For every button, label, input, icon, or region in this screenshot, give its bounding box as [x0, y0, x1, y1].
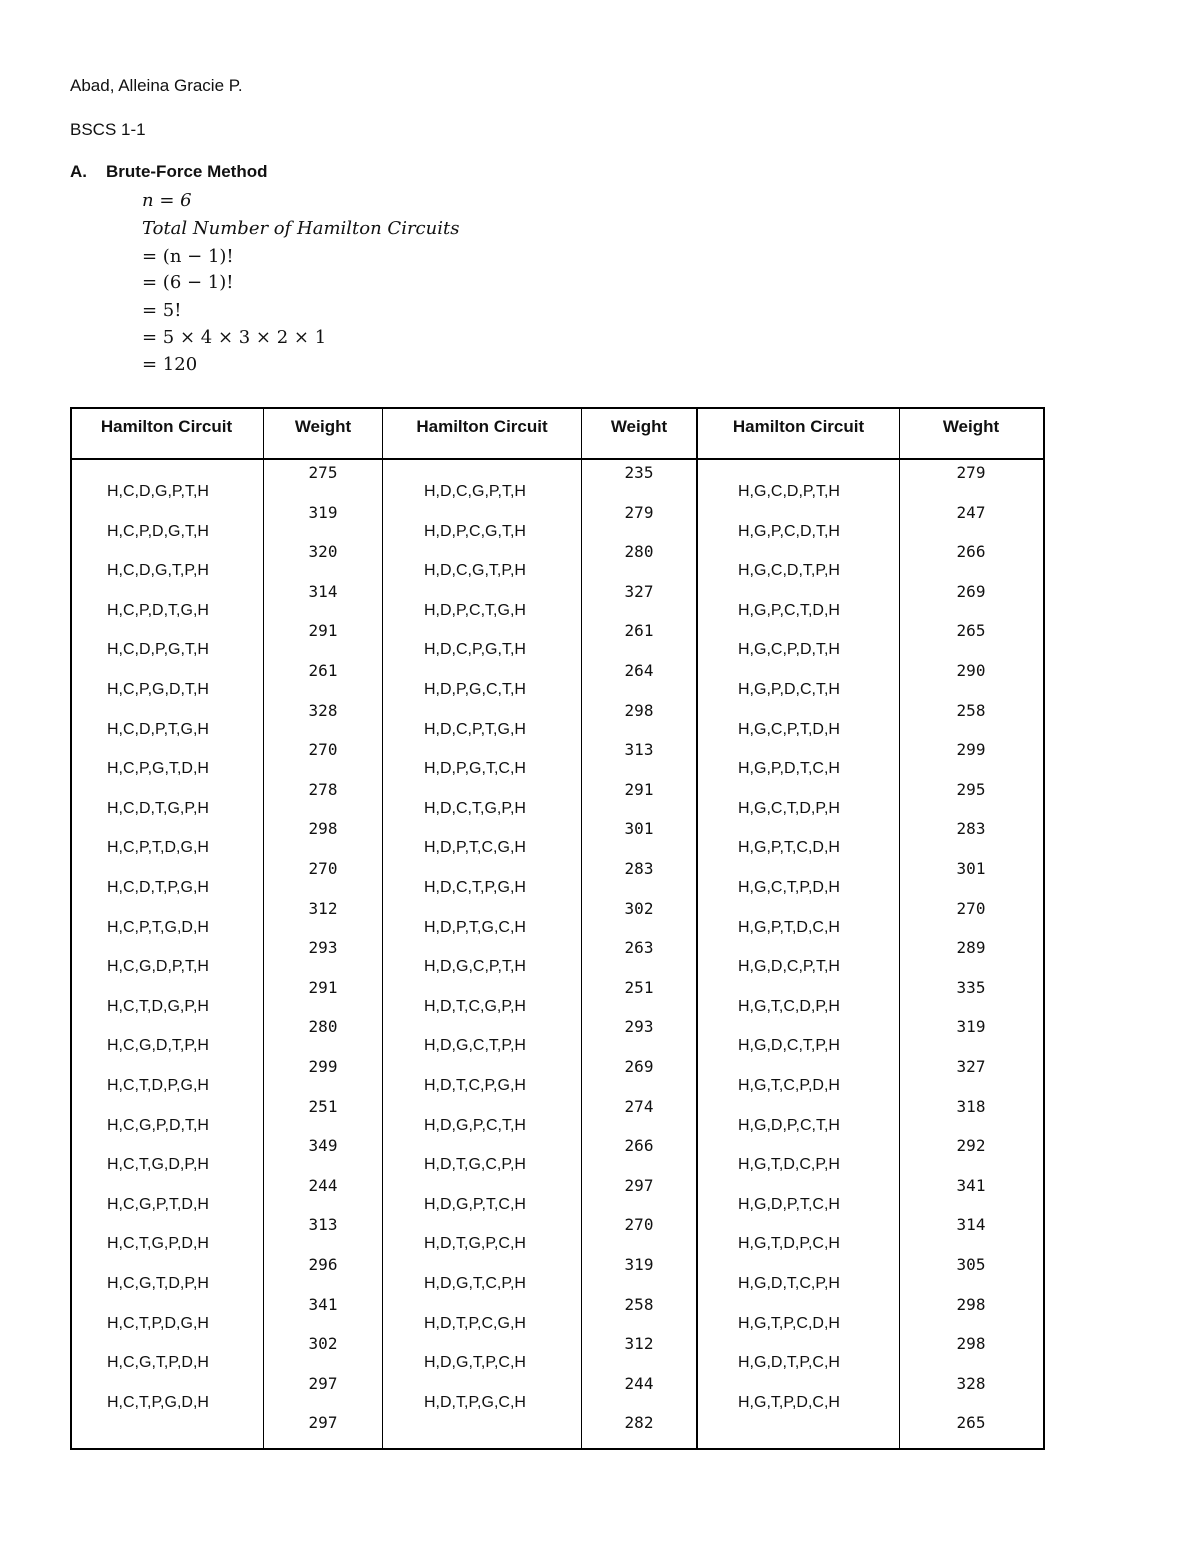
weight-cell: 297 [308, 1374, 338, 1393]
weight-cell: 261 [308, 661, 338, 680]
circuit-cell: H,C,G,T,D,P,H [107, 1275, 209, 1292]
math-line-5: = 5! [142, 300, 182, 321]
math-line-1: n = 6 [142, 190, 192, 211]
circuit-cell: H,G,T,P,D,C,H [738, 1394, 840, 1411]
weight-cell: 318 [956, 1097, 986, 1116]
circuit-cell: H,D,C,T,G,P,H [424, 800, 526, 817]
circuit-cell: H,G,P,T,D,C,H [738, 919, 840, 936]
circuit-cell: H,G,D,C,P,T,H [738, 958, 840, 975]
math-line-3: = (n − 1)! [142, 246, 234, 267]
weight-cell: 261 [624, 621, 654, 640]
column-divider [263, 407, 264, 1448]
circuit-cell: H,C,T,G,D,P,H [107, 1156, 209, 1173]
circuit-cell: H,C,P,D,T,G,H [107, 602, 209, 619]
math-line-4: = (6 − 1)! [142, 272, 234, 293]
weight-cell: 258 [624, 1295, 654, 1314]
circuit-cell: H,G,D,C,T,P,H [738, 1037, 840, 1054]
weight-cell: 280 [308, 1017, 338, 1036]
circuit-cell: H,D,G,C,T,P,H [424, 1037, 526, 1054]
circuit-cell: H,D,P,T,G,C,H [424, 919, 526, 936]
math-line-2: Total Number of Hamilton Circuits [142, 218, 460, 239]
weight-cell: 314 [308, 582, 338, 601]
circuit-cell: H,C,T,G,P,D,H [107, 1235, 209, 1252]
weight-cell: 291 [308, 978, 338, 997]
weight-cell: 289 [956, 938, 986, 957]
math-line-7: = 120 [142, 354, 198, 375]
weight-cell: 302 [308, 1334, 338, 1353]
weight-cell: 313 [624, 740, 654, 759]
weight-cell: 265 [956, 621, 986, 640]
weight-cell: 314 [956, 1215, 986, 1234]
weight-cell: 299 [308, 1057, 338, 1076]
weight-cell: 266 [956, 542, 986, 561]
circuit-cell: H,G,T,C,D,P,H [738, 998, 840, 1015]
circuit-cell: H,G,C,T,D,P,H [738, 800, 840, 817]
header-weight-2: Weight [610, 417, 668, 436]
weight-cell: 312 [624, 1334, 654, 1353]
circuit-cell: H,C,D,P,G,T,H [107, 641, 209, 658]
weight-cell: 305 [956, 1255, 986, 1274]
circuit-cell: H,G,C,P,T,D,H [738, 721, 840, 738]
weight-cell: 270 [956, 899, 986, 918]
column-divider [696, 407, 698, 1448]
weight-cell: 296 [308, 1255, 338, 1274]
circuit-cell: H,D,C,G,T,P,H [424, 562, 526, 579]
circuit-cell: H,C,T,P,D,G,H [107, 1315, 209, 1332]
weight-cell: 279 [956, 463, 986, 482]
weight-cell: 251 [308, 1097, 338, 1116]
circuit-cell: H,C,P,G,D,T,H [107, 681, 209, 698]
student-name: Abad, Alleina Gracie P. [70, 76, 243, 95]
circuit-cell: H,D,T,P,G,C,H [424, 1394, 526, 1411]
circuit-cell: H,C,G,T,P,D,H [107, 1354, 209, 1371]
circuit-cell: H,D,T,G,C,P,H [424, 1156, 526, 1173]
header-hamilton-circuit-3: Hamilton Circuit [732, 417, 865, 436]
circuit-cell: H,G,C,T,P,D,H [738, 879, 840, 896]
section-heading [70, 162, 268, 182]
circuit-cell: H,D,G,T,C,P,H [424, 1275, 526, 1292]
circuit-cell: H,C,D,T,P,G,H [107, 879, 209, 896]
circuit-cell: H,G,C,P,D,T,H [738, 641, 840, 658]
circuit-cell: H,D,P,C,G,T,H [424, 523, 526, 540]
weight-cell: 258 [956, 701, 986, 720]
circuit-cell: H,G,D,T,C,P,H [738, 1275, 840, 1292]
circuit-cell: H,D,G,T,P,C,H [424, 1354, 526, 1371]
circuit-cell: H,D,P,T,C,G,H [424, 839, 526, 856]
column-divider [581, 407, 582, 1448]
circuit-cell: H,D,P,G,C,T,H [424, 681, 526, 698]
weight-cell: 291 [308, 621, 338, 640]
circuit-cell: H,G,P,C,D,T,H [738, 523, 840, 540]
circuit-cell: H,D,G,P,C,T,H [424, 1117, 526, 1134]
weight-cell: 283 [956, 819, 986, 838]
weight-cell: 235 [624, 463, 654, 482]
circuit-cell: H,G,T,C,P,D,H [738, 1077, 840, 1094]
weight-cell: 295 [956, 780, 986, 799]
circuit-cell: H,C,G,D,P,T,H [107, 958, 209, 975]
weight-cell: 244 [308, 1176, 338, 1195]
circuit-cell: H,G,P,C,T,D,H [738, 602, 840, 619]
circuit-cell: H,C,P,G,T,D,H [107, 760, 209, 777]
weight-cell: 280 [624, 542, 654, 561]
header-divider [70, 458, 1043, 460]
circuit-cell: H,C,P,T,G,D,H [107, 919, 209, 936]
weight-cell: 298 [956, 1295, 986, 1314]
circuit-cell: H,C,T,P,G,D,H [107, 1394, 209, 1411]
weight-cell: 292 [956, 1136, 986, 1155]
circuit-cell: H,D,P,G,T,C,H [424, 760, 526, 777]
weight-cell: 269 [624, 1057, 654, 1076]
weight-cell: 349 [308, 1136, 338, 1155]
weight-cell: 293 [308, 938, 338, 957]
circuit-cell: H,D,C,G,P,T,H [424, 483, 526, 500]
weight-cell: 298 [956, 1334, 986, 1353]
circuit-cell: H,C,D,T,G,P,H [107, 800, 209, 817]
circuit-cell: H,G,T,D,P,C,H [738, 1235, 840, 1252]
circuit-cell: H,G,D,P,C,T,H [738, 1117, 840, 1134]
student-section: BSCS 1-1 [70, 120, 146, 139]
heading-number: A. [70, 162, 87, 181]
circuit-cell: H,D,C,P,G,T,H [424, 641, 526, 658]
circuit-cell: H,C,P,T,D,G,H [107, 839, 209, 856]
column-divider [382, 407, 383, 1448]
weight-cell: 283 [624, 859, 654, 878]
header-weight-3: Weight [942, 417, 1000, 436]
weight-cell: 327 [956, 1057, 986, 1076]
circuit-cell: H,C,D,G,P,T,H [107, 483, 209, 500]
circuit-cell: H,C,G,P,D,T,H [107, 1117, 209, 1134]
weight-cell: 264 [624, 661, 654, 680]
weight-cell: 290 [956, 661, 986, 680]
weight-cell: 298 [624, 701, 654, 720]
weight-cell: 328 [956, 1374, 986, 1393]
circuit-cell: H,G,P,D,C,T,H [738, 681, 840, 698]
weight-cell: 293 [624, 1017, 654, 1036]
weight-cell: 269 [956, 582, 986, 601]
circuit-cell: H,C,G,P,T,D,H [107, 1196, 209, 1213]
circuit-cell: H,G,T,D,C,P,H [738, 1156, 840, 1173]
weight-cell: 279 [624, 503, 654, 522]
circuit-cell: H,G,D,T,P,C,H [738, 1354, 840, 1371]
circuit-cell: H,D,G,P,T,C,H [424, 1196, 526, 1213]
header-hamilton-circuit-2: Hamilton Circuit [416, 417, 548, 436]
header-weight-1: Weight [294, 417, 352, 436]
circuit-cell: H,C,D,P,T,G,H [107, 721, 209, 738]
weight-cell: 265 [956, 1413, 986, 1432]
weight-cell: 298 [308, 819, 338, 838]
weight-cell: 313 [308, 1215, 338, 1234]
weight-cell: 312 [308, 899, 338, 918]
weight-cell: 270 [624, 1215, 654, 1234]
circuit-cell: H,G,T,P,C,D,H [738, 1315, 840, 1332]
weight-cell: 244 [624, 1374, 654, 1393]
weight-cell: 320 [308, 542, 338, 561]
circuit-cell: H,D,G,C,P,T,H [424, 958, 526, 975]
weight-cell: 270 [308, 740, 338, 759]
circuit-cell: H,G,P,T,C,D,H [738, 839, 840, 856]
circuit-cell: H,D,T,P,C,G,H [424, 1315, 526, 1332]
weight-cell: 263 [624, 938, 654, 957]
circuit-cell: H,C,G,D,T,P,H [107, 1037, 209, 1054]
weight-cell: 291 [624, 780, 654, 799]
circuit-cell: H,C,T,D,G,P,H [107, 998, 209, 1015]
weight-cell: 270 [308, 859, 338, 878]
circuit-cell: H,G,P,D,T,C,H [738, 760, 840, 777]
weight-cell: 341 [308, 1295, 338, 1314]
weight-cell: 319 [624, 1255, 654, 1274]
weight-cell: 266 [624, 1136, 654, 1155]
weight-cell: 299 [956, 740, 986, 759]
weight-cell: 327 [624, 582, 654, 601]
circuit-cell: H,G,D,P,T,C,H [738, 1196, 840, 1213]
circuit-cell: H,D,C,T,P,G,H [424, 879, 526, 896]
circuit-cell: H,C,T,D,P,G,H [107, 1077, 209, 1094]
weight-cell: 274 [624, 1097, 654, 1116]
weight-cell: 275 [308, 463, 338, 482]
circuit-cell: H,D,T,G,P,C,H [424, 1235, 526, 1252]
circuit-cell: H,C,D,G,T,P,H [107, 562, 209, 579]
header-hamilton-circuit-1: Hamilton Circuit [100, 417, 233, 436]
circuit-cell: H,D,T,C,G,P,H [424, 998, 526, 1015]
weight-cell: 247 [956, 503, 986, 522]
weight-cell: 297 [308, 1413, 338, 1432]
circuit-cell: H,G,C,D,T,P,H [738, 562, 840, 579]
circuit-cell: H,D,P,C,T,G,H [424, 602, 526, 619]
circuit-cell: H,G,C,D,P,T,H [738, 483, 840, 500]
math-line-6: = 5 × 4 × 3 × 2 × 1 [142, 327, 327, 348]
weight-cell: 341 [956, 1176, 986, 1195]
heading-text: Brute-Force Method [106, 162, 268, 181]
weight-cell: 301 [624, 819, 654, 838]
weight-cell: 335 [956, 978, 986, 997]
weight-cell: 302 [624, 899, 654, 918]
weight-cell: 282 [624, 1413, 654, 1432]
weight-cell: 328 [308, 701, 338, 720]
weight-cell: 301 [956, 859, 986, 878]
weight-cell: 319 [308, 503, 338, 522]
hamilton-circuit-table [70, 407, 1043, 1448]
weight-cell: 319 [956, 1017, 986, 1036]
circuit-cell: H,C,P,D,G,T,H [107, 523, 209, 540]
weight-cell: 278 [308, 780, 338, 799]
circuit-cell: H,D,T,C,P,G,H [424, 1077, 526, 1094]
weight-cell: 297 [624, 1176, 654, 1195]
circuit-cell: H,D,C,P,T,G,H [424, 721, 526, 738]
column-divider [899, 407, 900, 1448]
weight-cell: 251 [624, 978, 654, 997]
